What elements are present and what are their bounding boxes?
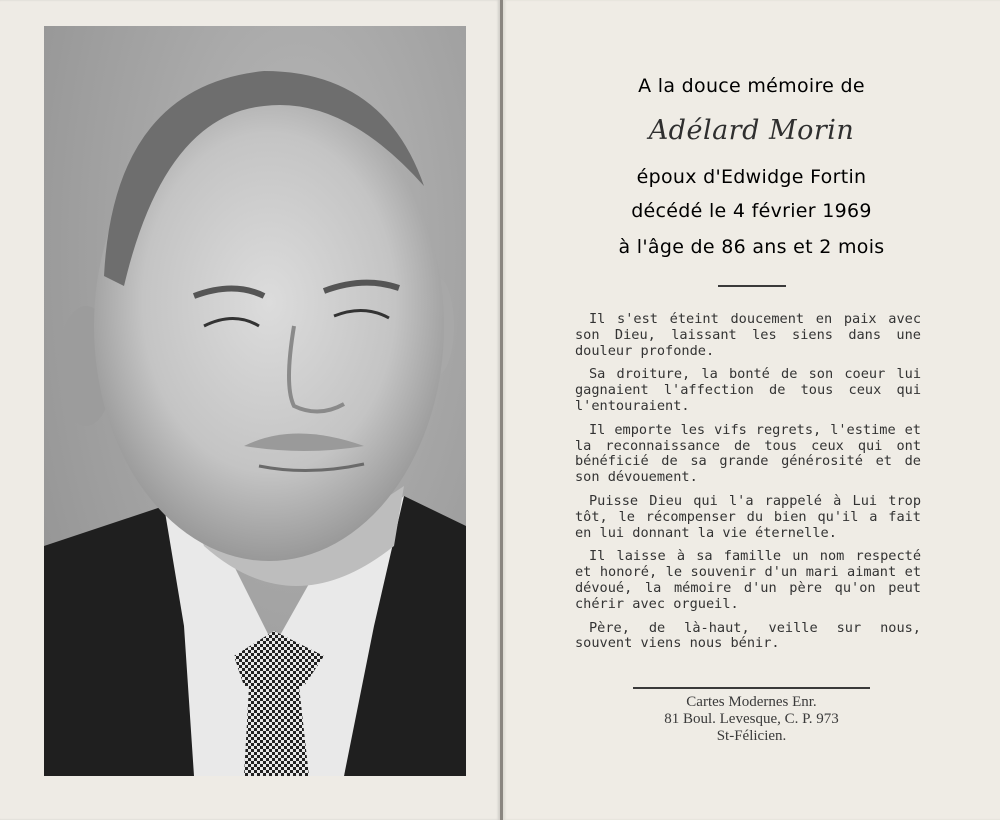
spouse-line: époux d'Edwidge Fortin xyxy=(636,166,867,188)
header-divider xyxy=(718,285,786,287)
death-date-line: décédé le 4 février 1969 xyxy=(631,200,872,222)
printer-name: Cartes Modernes Enr. xyxy=(686,694,817,710)
memorial-card-text-side xyxy=(503,0,1000,820)
eulogy-paragraph: Puisse Dieu qui l'a rappelé à Lui trop tôt, le récompenser du bien qu'il a fait en lui donnant la vie éternelle. xyxy=(575,492,921,541)
eulogy-paragraph: Il laisse à sa famille un nom respecté et honoré, le souvenir d'un mari aimant et dévoué, la mémoire d'un père qu'on peut chérir avec orgueil. xyxy=(575,548,921,612)
deceased-name: Adélard Morin xyxy=(648,115,855,146)
portrait-photo xyxy=(44,26,466,776)
age-line: à l'âge de 86 ans et 2 mois xyxy=(618,236,885,258)
printer-city: St-Félicien. xyxy=(716,728,787,744)
eulogy-paragraph: Sa droiture, la bonté de son coeur lui gagnaient l'affection de tous ceux qui l'entouraient. xyxy=(575,366,921,414)
eulogy-paragraph: Il s'est éteint doucement en paix avec son Dieu, laissant les siens dans une douleur profonde. xyxy=(575,311,921,359)
printer-address: 81 Boul. Levesque, C. P. 973 xyxy=(664,711,839,727)
eulogy-paragraph: Père, de là-haut, veille sur nous, souvent viens nous bénir. xyxy=(575,619,921,652)
footer-divider xyxy=(633,687,870,689)
eulogy-paragraph: Il emporte les vifs regrets, l'estime et la reconnaissance de tous ceux qui ont bénéficié de sa grande générosité et de son dévouement. xyxy=(575,421,921,486)
portrait-photo-icon xyxy=(44,26,466,776)
eulogy-text xyxy=(575,312,921,660)
dedication-line: A la douce mémoire de xyxy=(638,75,865,97)
printer-credit xyxy=(503,694,1000,745)
